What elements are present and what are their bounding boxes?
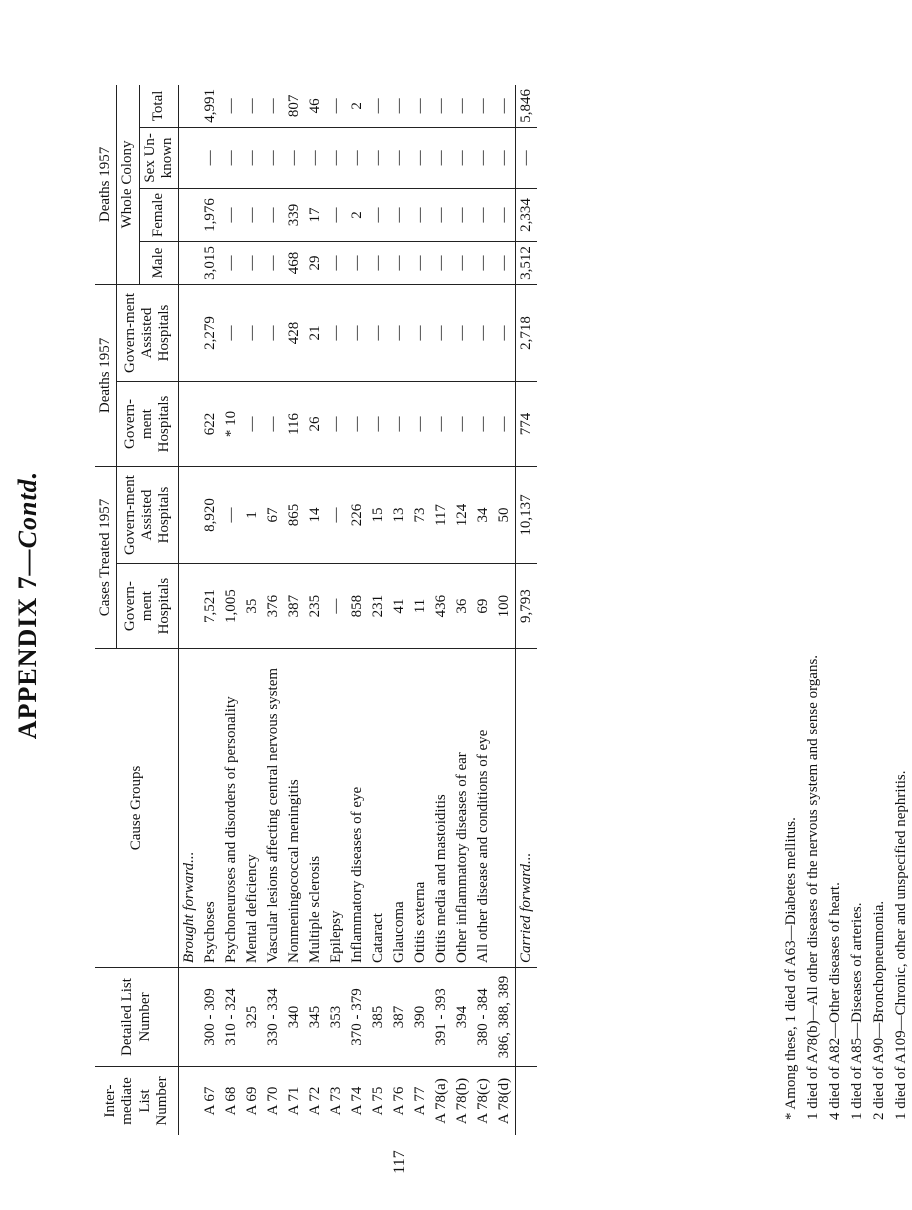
cell-c-gah: 13 [389,466,410,563]
cell-unk [179,127,201,188]
table-row [242,85,263,1135]
header-intermediate: Inter-mediate List Number [95,1067,179,1136]
cause-group: Psychoses [200,649,221,968]
cell-d-gah: 428 [284,284,305,381]
cell-d-gh: — [452,382,473,467]
cell-d-gah: — [326,284,347,381]
cell-d-gh: — [431,382,452,467]
cell-c-gah: 8,920 [200,466,221,563]
detailed-number: 386, 388, 389 [494,968,516,1067]
cell-c-gh: 376 [263,564,284,649]
cell-c-gh: 235 [305,564,326,649]
cause-group: All other disease and conditions of eye [473,649,494,968]
header-cause: Cause Groups [95,649,179,968]
cell-male: — [242,242,263,285]
cell-male: — [389,242,410,285]
cell-male: — [347,242,368,285]
detailed-number: 394 [452,968,473,1067]
header-total: Total [139,85,179,127]
total-row [516,85,538,1135]
cell-c-gah: 50 [494,466,516,563]
cell-unk: — [473,127,494,188]
header-deaths-colony-group: Deaths 1957 [95,85,117,284]
cell-unk: — [221,127,242,188]
intermediate-number: A 70 [265,1086,281,1116]
cell-total: — [410,85,431,127]
cell-male: — [263,242,284,285]
cell-female: — [221,188,242,241]
cell-female: 2 [347,188,368,241]
cell-c-gh: 69 [473,564,494,649]
cell-c-gah: — [326,466,347,563]
intermediate-number: A 75 [370,1086,386,1116]
table-row [347,85,368,1135]
page-number: 117 [391,1150,408,1174]
cell-c-gah: 865 [284,466,305,563]
cell-c-gh: — [326,564,347,649]
cell-d-gah: — [389,284,410,381]
table-row [179,85,201,1135]
cell-c-gh: 36 [452,564,473,649]
cell-female: — [263,188,284,241]
cell-female: — [410,188,431,241]
cell-male [179,242,201,285]
footnote: 4 died of A82—Other diseases of heart. [827,882,843,1120]
cell-unk: — [242,127,263,188]
title-main: APPENDIX 7 [13,575,42,740]
cell-unk: — [326,127,347,188]
cell-d-gh: — [368,382,389,467]
detailed-number: 353 [326,968,347,1067]
intermediate-number: A 71 [286,1086,302,1116]
table-row [431,85,452,1135]
detailed-number: 345 [305,968,326,1067]
footnote: 2 died of A90—Bronchopneumonia. [871,900,887,1120]
cause-group: Glaucoma [389,649,410,968]
cell-male: 29 [305,242,326,285]
total-female: 2,334 [516,188,538,241]
cell-unk: — [347,127,368,188]
cell-c-gh: 1,005 [221,564,242,649]
cell-d-gh: — [326,382,347,467]
cell-c-gah: — [221,466,242,563]
cell-c-gah: 14 [305,466,326,563]
table-row [284,85,305,1135]
cause-group [494,649,516,968]
cell-d-gah: — [221,284,242,381]
cell-c-gah: 1 [242,466,263,563]
table-row [263,85,284,1135]
table-row [326,85,347,1135]
cell-total: — [263,85,284,127]
header-male: Male [139,242,179,285]
total-male: 3,512 [516,242,538,285]
cell-total: 807 [284,85,305,127]
cell-d-gh: 116 [284,382,305,467]
intermediate-number: A 78(a) [433,1078,449,1124]
cause-group: Inflammatory diseases of eye [347,649,368,968]
cell-c-gh: 436 [431,564,452,649]
detailed-number: 370 - 379 [347,968,368,1067]
cell-female: 17 [305,188,326,241]
title-contd: —Contd. [13,470,42,576]
detailed-number: 380 - 384 [473,968,494,1067]
footnote: 1 died of A85—Diseases of arteries. [849,902,865,1120]
cause-group: Epilepsy [326,649,347,968]
cell-male: — [368,242,389,285]
cell-male: 468 [284,242,305,285]
cell-female [179,188,201,241]
table-row [200,85,221,1135]
table-row [494,85,516,1135]
cause-group: Cataract [368,649,389,968]
cell-male: — [452,242,473,285]
cell-female: — [431,188,452,241]
table-row [389,85,410,1135]
cell-total: 2 [347,85,368,127]
total-d-gah: 2,718 [516,284,538,381]
cell-total: — [473,85,494,127]
cell-d-gah: 2,279 [200,284,221,381]
cell-total: — [242,85,263,127]
cell-male: — [326,242,347,285]
total-unk: — [516,127,538,188]
cell-c-gh: 387 [284,564,305,649]
carried-forward-label: Carried forward... [516,649,538,968]
cell-male: 3,015 [200,242,221,285]
cell-unk: — [452,127,473,188]
table-row [368,85,389,1135]
intermediate-number: A 76 [391,1086,407,1116]
intermediate-number: A 77 [412,1086,428,1116]
cell-female: — [452,188,473,241]
cell-d-gah: — [347,284,368,381]
cause-group: Otitis externa [410,649,431,968]
cause-group: Psychoneuroses and disorders of personality [221,649,242,968]
intermediate-number: A 78(b) [454,1077,470,1125]
detailed-number: 325 [242,968,263,1067]
cell-c-gah: 67 [263,466,284,563]
cell-c-gah: 15 [368,466,389,563]
page-title [13,471,43,739]
cell-total: — [368,85,389,127]
cell-male: — [410,242,431,285]
header-cases-gov-hosp: Govern-ment Hospitals [117,564,179,649]
intermediate-number: A 78(d) [496,1077,512,1125]
detailed-number: 300 - 309 [200,968,221,1067]
header-sex-unknown: Sex Un-known [139,127,179,188]
header-cases-gov-assisted: Govern-ment Assisted Hospitals [117,466,179,563]
cell-c-gah: 124 [452,466,473,563]
cell-female: — [389,188,410,241]
cell-total: — [221,85,242,127]
cell-c-gh [179,564,201,649]
cause-group: Vascular lesions affecting central nervous system [263,649,284,968]
detailed-number: 390 [410,968,431,1067]
cell-d-gah: — [263,284,284,381]
total-c-gah: 10,137 [516,466,538,563]
cell-d-gah: — [368,284,389,381]
cell-d-gah: — [410,284,431,381]
cell-d-gh: — [347,382,368,467]
intermediate-number: A 67 [202,1086,218,1116]
cell-female: — [494,188,516,241]
cell-female: — [473,188,494,241]
cell-female: — [326,188,347,241]
cell-unk: — [431,127,452,188]
header-deaths-gov-assisted: Govern-ment Assisted Hospitals [117,284,179,381]
cell-c-gh: 231 [368,564,389,649]
cell-d-gh: — [389,382,410,467]
cell-total: — [494,85,516,127]
footnote: 1 died of A109—Chronic, other and unspecified nephritis. [893,770,909,1120]
cell-c-gah [179,466,201,563]
intermediate-number: A 74 [349,1086,365,1116]
detailed-number: 330 - 334 [263,968,284,1067]
total-inter-empty [516,1067,538,1136]
detailed-number: 340 [284,968,305,1067]
intermediate-number: A 78(c) [475,1078,491,1124]
cell-male: — [221,242,242,285]
header-female: Female [139,188,179,241]
cell-d-gh: — [242,382,263,467]
cause-group: Otitis media and mastoiditis [431,649,452,968]
cell-total [179,85,201,127]
cell-c-gh: 858 [347,564,368,649]
cell-c-gh: 7,521 [200,564,221,649]
cell-d-gh: * 10 [221,382,242,467]
cell-d-gah: — [452,284,473,381]
data-table [95,85,537,1135]
cell-total: — [389,85,410,127]
total-d-gh: 774 [516,382,538,467]
cell-total: — [326,85,347,127]
footnote: * Among these, 1 died of A63—Diabetes mellitus. [783,817,799,1120]
cell-d-gah: 21 [305,284,326,381]
cell-unk: — [284,127,305,188]
table-row [410,85,431,1135]
table-row [473,85,494,1135]
cell-c-gah: 226 [347,466,368,563]
cell-d-gh: — [263,382,284,467]
detailed-number: 385 [368,968,389,1067]
cell-d-gah: — [473,284,494,381]
cell-d-gh: — [410,382,431,467]
header-detailed: Detailed List Number [95,968,179,1067]
cell-unk: — [368,127,389,188]
cell-male: — [473,242,494,285]
cell-unk: — [263,127,284,188]
cell-female: 1,976 [200,188,221,241]
cell-d-gah: — [431,284,452,381]
cell-unk: — [200,127,221,188]
cell-c-gah: 73 [410,466,431,563]
cell-c-gah: 117 [431,466,452,563]
cell-unk: — [410,127,431,188]
cell-total: 4,991 [200,85,221,127]
cell-total: — [431,85,452,127]
table-row [305,85,326,1135]
cell-total: — [452,85,473,127]
cause-group: Mental deficiency [242,649,263,968]
cell-c-gh: 11 [410,564,431,649]
cell-male: — [494,242,516,285]
cell-unk: — [494,127,516,188]
cell-d-gh: — [473,382,494,467]
cell-c-gah: 34 [473,466,494,563]
cell-unk: — [305,127,326,188]
detailed-number: 387 [389,968,410,1067]
intermediate-number: A 72 [307,1086,323,1116]
cell-male: — [431,242,452,285]
cause-group: Nonmeningococcal meningitis [284,649,305,968]
table-body [179,85,538,1135]
cell-c-gh: 100 [494,564,516,649]
cell-d-gah: — [242,284,263,381]
detailed-number: 391 - 393 [431,968,452,1067]
cell-d-gh: 622 [200,382,221,467]
cell-female: 339 [284,188,305,241]
table-row [221,85,242,1135]
cell-d-gh: 26 [305,382,326,467]
total-c-gh: 9,793 [516,564,538,649]
cause-group: Multiple sclerosis [305,649,326,968]
cell-c-gh: 35 [242,564,263,649]
cell-d-gah [179,284,201,381]
header-whole-colony: Whole Colony [117,85,139,284]
rotated-table-area [95,85,535,1135]
table-row [452,85,473,1135]
intermediate-number: A 69 [244,1086,260,1116]
intermediate-number: A 73 [328,1086,344,1116]
cell-d-gah: — [494,284,516,381]
total-total: 5,846 [516,85,538,127]
total-detailed-empty [516,968,538,1067]
cause-group: Brought forward... [179,649,201,968]
cell-d-gh: — [494,382,516,467]
cell-total: 46 [305,85,326,127]
header-deaths-gov-hosp: Govern-ment Hospitals [117,382,179,467]
intermediate-number: A 68 [223,1086,239,1116]
cell-unk: — [389,127,410,188]
footnote: 1 died of A78(b)—All other diseases of the nervous system and sense organs. [805,654,821,1120]
cell-female: — [368,188,389,241]
detailed-number: 310 - 324 [221,968,242,1067]
cell-c-gh: 41 [389,564,410,649]
cause-group: Other inflammatory diseases of ear [452,649,473,968]
detailed-number [179,968,201,1067]
footnotes [780,20,912,1120]
cell-d-gh [179,382,201,467]
header-cases-group: Cases Treated 1957 [95,466,117,648]
cell-female: — [242,188,263,241]
intermediate-number [179,1067,201,1136]
header-deaths-hosp-group: Deaths 1957 [95,284,117,466]
